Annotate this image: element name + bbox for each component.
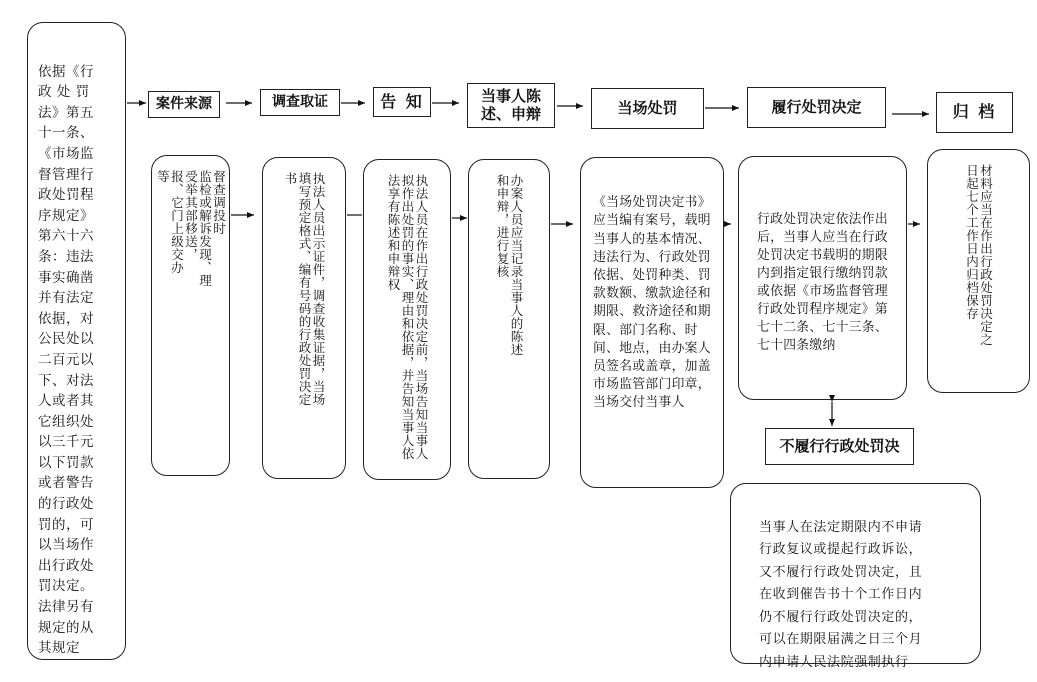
detail-decision-doc-text: 《当场处罚决定书》应当编有案号，载明当事人的基本情况、违法行为、行政处罚依据、处罚种类、罚款数额、缴款途径和期限、救济途径和期限、部门名称、时间、地点，由办案人员签名或盖章，加盖市场监管部门印章，当场交付当事人 [593, 195, 711, 411]
stage-on-site-penalty [591, 88, 704, 129]
stage-execute-decision [747, 87, 886, 128]
detail-investigate-text: 执法人员出示证件，调查收集证据，当场填写预定格式、编有号码的行政处罚决定书 [283, 172, 326, 406]
legal-basis-text: 依据《行 政 处 罚 法》第五 十一条、 《市场监 督管理行 政处罚程 序规定》 第六十六 条：违法 事实确凿 并有法定 依据，对 公民处以 二百元以 下、对法 人或者其 它组织处 以三千元 以下罚款 或者警告 的行政处 罚的，可 以当场作 出行政处 罚决定。 法律另有 规定的从 其规定 [38, 63, 94, 657]
detail-archive-text: 材料应当在作出行政处罚决定之日起七个工作日内归档保存 [964, 164, 994, 346]
detail-decision-doc-box [580, 157, 724, 488]
detail-enforcement-text: 当事人在法定期限内不申请 行政复议或提起行政诉讼， 又不履行行政处罚决定，且 在收到催告书十个工作日内 仍不履行行政处罚决定的， 可以在期限届满之日三个月 内申请人民法院强制执行 [759, 519, 923, 670]
stage-statement [467, 83, 555, 128]
stage-investigate [260, 89, 340, 116]
stage-non-compliance-label: 不履行行政处罚决 [779, 436, 900, 455]
stage-archive [936, 92, 1013, 133]
detail-statement-text: 办案人员应当记录当事人的陈述和申辩，进行复核 [495, 174, 524, 356]
detail-notify-text: 执法人员在作出行政处罚决定前，当场告知当事人拟作出处罚的事实、理由和依据，并告知当事人依法享有陈述和申辩权 [386, 174, 429, 460]
stage-non-compliance [765, 428, 914, 465]
stage-notify [373, 87, 431, 117]
stage-source-label: 案件来源 [156, 96, 212, 113]
stage-notify-label: 告 知 [380, 91, 424, 111]
stage-source [148, 91, 220, 118]
stage-execute-decision-label: 履行处罚决定 [771, 97, 862, 116]
detail-source-text: 督查调投时 监检或解诉发现、理 受举其部移送， 报、它门上级交办 等 [155, 170, 227, 287]
stage-archive-label: 归 档 [952, 102, 997, 122]
detail-source-box [151, 155, 230, 476]
stage-investigate-label: 调查取证 [272, 94, 328, 111]
detail-notify-box [363, 159, 451, 480]
detail-execution-text: 行政处罚决定依法作出后，当事人应当在行政处罚决定书载明的期限内到指定银行缴纳罚款或依据《市场监督管理行政处罚程序规定》第七十二条、七十三条、七十四条缴纳 [757, 212, 888, 353]
detail-execution-box [738, 156, 907, 400]
detail-investigate-box [262, 157, 346, 479]
detail-statement-box [468, 159, 550, 479]
stage-statement-label: 当事人陈述、申辩 [480, 87, 541, 123]
legal-basis-box [27, 22, 126, 660]
detail-archive-box [927, 149, 1030, 393]
stage-on-site-penalty-label: 当场处罚 [617, 98, 678, 117]
detail-enforcement-box [730, 483, 981, 670]
